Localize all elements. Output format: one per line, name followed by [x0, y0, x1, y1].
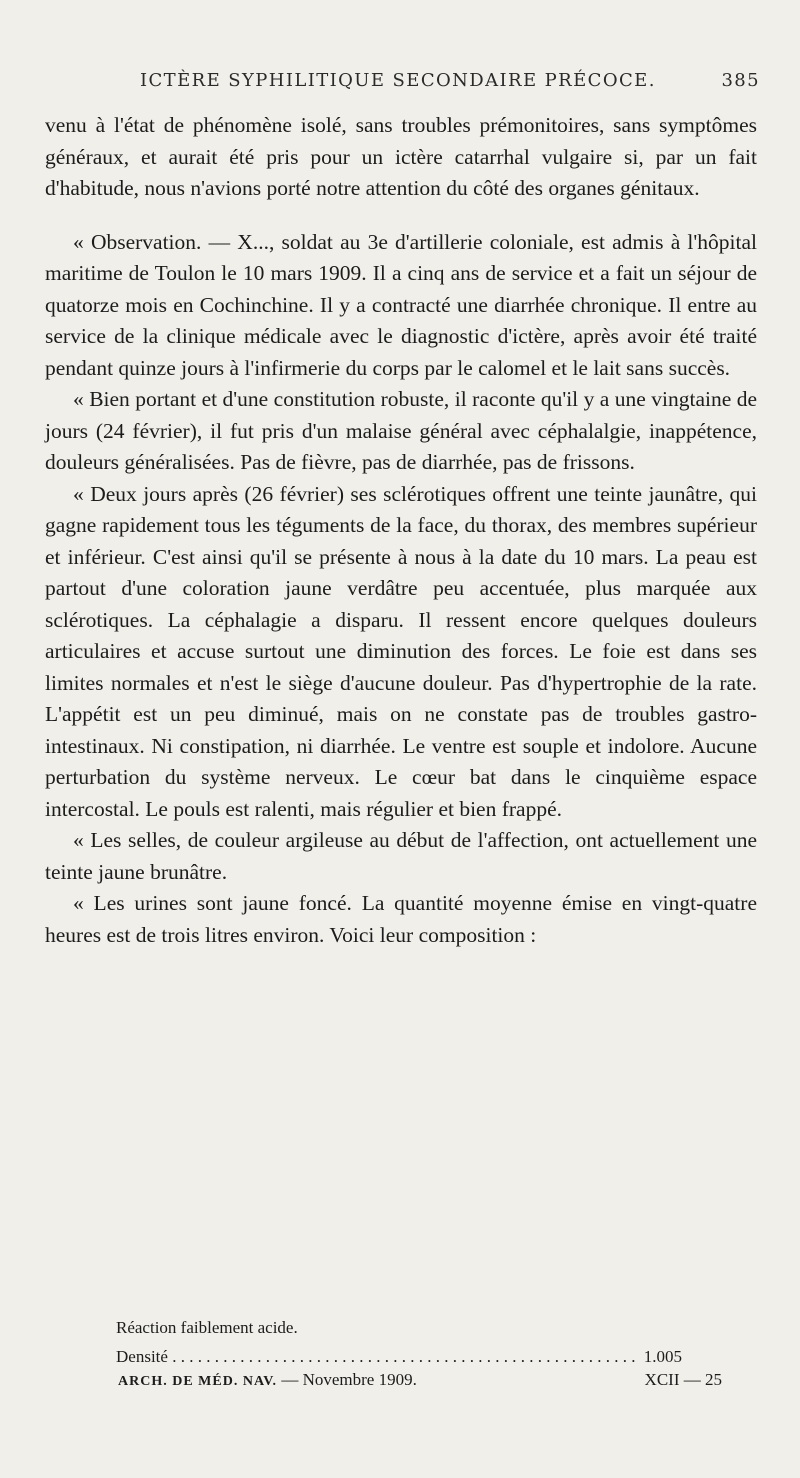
paragraph: « Deux jours après (26 février) ses sclérotiques offrent une teinte jaunâtre, qui gagne rapidement tous les téguments de la face, du thorax, des membres supérieur et inférieur. C'est ainsi qu'il se présente à nous à la date du 10 mars. La peau est partout d'une coloration jaune verdâtre peu accentuée, plus marquée aux sclérotiques. La céphalagie a disparu. Il ressent encore quelques douleurs articulaires et accuse surtout une diminution des forces. Le foie est dans ses limites normales et n'est le siège d'aucune douleur. Pas d'hypertrophie de la rate. L'appétit est un peu diminué, mais on ne constate pas de troubles gastro-intestinaux. Ni constipation, ni diarrhée. Le ventre est souple et indolore. Aucune perturbation du système nerveux. Le cœur bat dans le cinquième espace intercostal. Le pouls est ralenti, mais régulier et bien frappé. [45, 481, 757, 821]
urine-composition-table [116, 1313, 682, 1371]
paragraph: venu à l'état de phénomène isolé, sans troubles prémonitoires, sans symptômes généraux, et aurait été pris pour un ictère catarrhal vulgaire si, par un fait d'habitude, nous n'avions porté notre attention du côté des organes génitaux. [45, 113, 757, 200]
signature-mark: XCII — 25 [644, 1370, 722, 1389]
paragraph: « Observation. — X..., soldat au 3e d'artillerie coloniale, est admis à l'hôpital maritime de Toulon le 10 mars 1909. Il a cinq ans de service et a fait un séjour de quatorze mois en Cochinchine. Il y a contracté une diarrhée chronique. Il entre au service de la clinique médicale avec le diagnostic d'ictère, après avoir été traité pendant quinze jours à l'infirmerie du corps par le calomel et le lait sans succès. [45, 229, 757, 380]
row-value: 1.005 [638, 1342, 682, 1371]
body-text [45, 110, 757, 951]
issue-date: — Novembre 1909. [281, 1370, 417, 1389]
paragraph: « Les selles, de couleur argileuse au début de l'affection, ont actuellement une teinte jaune brunâtre. [45, 828, 757, 884]
page-number: 385 [721, 70, 760, 91]
row-label: Réaction faiblement acide. [116, 1318, 298, 1337]
journal-citation [118, 1370, 417, 1390]
paragraph: « Les urines sont jaune foncé. La quantité moyenne émise en vingt-quatre heures est de trois litres environ. Voici leur composition : [45, 891, 757, 947]
running-title: ICTÈRE SYPHILITIQUE SECONDAIRE PRÉCOCE. [140, 70, 656, 91]
table-row [116, 1342, 682, 1371]
paragraph: « Bien portant et d'une constitution robuste, il raconte qu'il y a une vingtaine de jours (24 février), il fut pris d'un malaise général avec céphalalgie, inappétence, douleurs généralisées. Pas de fièvre, pas de diarrhée, pas de frissons. [45, 387, 757, 474]
row-label: Densité . . . [116, 1347, 661, 1366]
table-row [116, 1313, 682, 1342]
journal-name: ARCH. DE MÉD. NAV. [118, 1374, 278, 1389]
